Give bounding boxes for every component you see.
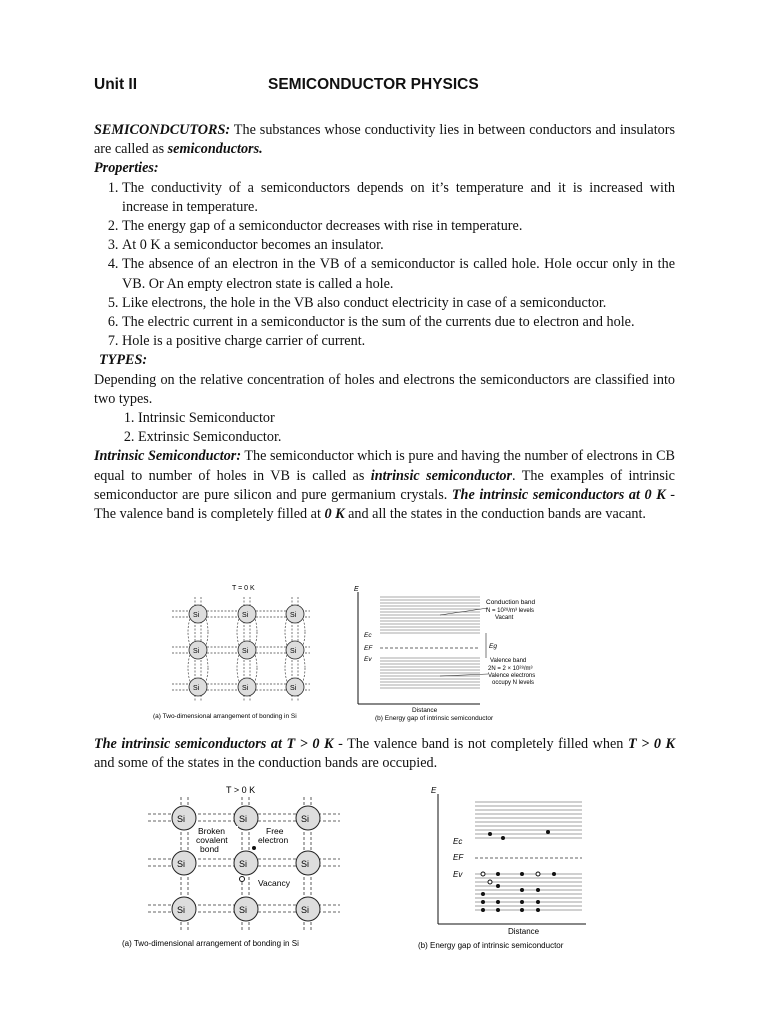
intrinsic-text2: . The examples of intrinsic semiconductor are pure silicon and pure germanium crystals. xyxy=(94,467,675,503)
list-item: 6. The electric current in a semiconductor is the sum of the currents due to electron and hole. xyxy=(122,313,675,332)
types-list xyxy=(94,409,675,447)
list-item: 7. Hole is a positive charge carrier of current. xyxy=(122,332,675,351)
list-item: 5. Like electrons, the hole in the VB also conduct electricity in case of a semiconductor. xyxy=(122,294,675,313)
ec-label: Ec xyxy=(364,632,372,639)
si-atoms xyxy=(172,806,320,921)
list-item: 4. The absence of an electron in the VB of a semiconductor is called hole. Hole occur only in the VB. Or An empty electron state is called a hole. xyxy=(122,255,675,293)
tgt0-bold: T > 0 K xyxy=(627,736,675,752)
ef-label: EF xyxy=(453,853,464,862)
vacancy-label: Vacancy xyxy=(258,878,290,888)
si-atom-label: Si xyxy=(242,648,249,655)
figure-zero-k-svg xyxy=(150,582,536,724)
free-electron-label: electron xyxy=(258,835,289,845)
vb-electrons-label: Valence electrons xyxy=(488,673,536,679)
si-atom-label: Si xyxy=(301,905,310,915)
zero-k-text: - The valence band is completely filled at xyxy=(94,486,675,523)
properties-heading: Properties: xyxy=(94,160,159,177)
si-atom-label: Si xyxy=(290,685,297,692)
broken-bond-label: Broken xyxy=(198,826,225,836)
intro-text: The substances whose conductivity lies in between conductors and insulators are called as xyxy=(94,122,675,158)
vb-count-label: 2N = 2 × 10²⁸/m³ xyxy=(488,666,533,672)
ev-label: Ev xyxy=(364,656,372,663)
si-atom-label: Si xyxy=(177,814,186,824)
free-electron-dot xyxy=(252,846,256,850)
properties-list xyxy=(94,179,675,352)
vacancy-dot xyxy=(240,877,245,882)
si-atom-label: Si xyxy=(239,859,248,869)
free-electron-label: Free xyxy=(266,826,284,836)
intrinsic-term2: intrinsic semiconductor xyxy=(370,467,513,484)
si-atom-label: Si xyxy=(177,905,186,915)
tgt0-paragraph xyxy=(94,735,675,773)
si-atom-label: Si xyxy=(239,905,248,915)
energy-axis-label: E xyxy=(431,786,437,795)
cb-levels-label: N = 10²⁸/m³ levels xyxy=(486,608,535,614)
fig2-temp-label: T > 0 K xyxy=(226,785,256,795)
intrinsic-text: The semiconductor which is pure and having the number of electrons in CB equal to number of holes in VB is called as xyxy=(94,448,675,484)
types-paragraph: Depending on the relative concentration of holes and electrons the semiconductors are classified into two types. xyxy=(94,371,675,407)
valence-band-lines xyxy=(475,874,582,910)
list-item: 2. Extrinsic Semiconductor. xyxy=(138,428,675,447)
tgt0-term: The intrinsic semiconductors at T > 0 K xyxy=(94,736,334,752)
si-atom-label: Si xyxy=(177,859,186,869)
list-item: 3. At 0 K a semiconductor becomes an insulator. xyxy=(122,236,675,255)
si-atom-label: Si xyxy=(193,612,200,619)
conduction-electrons xyxy=(488,830,550,840)
list-item: 1. Intrinsic Semiconductor xyxy=(138,409,675,428)
figure-above-zero-k-svg xyxy=(118,782,628,954)
distance-label: Distance xyxy=(508,927,540,936)
si-atom-label: Si xyxy=(290,648,297,655)
zero-k-bold: 0 K xyxy=(324,506,345,523)
zero-k-text2: and all the states in the conduction bands are vacant. xyxy=(344,506,646,523)
intrinsic-term: Intrinsic Semiconductor: xyxy=(94,448,242,465)
si-atom-label: Si xyxy=(290,612,297,619)
si-atom-label: Si xyxy=(301,814,310,824)
si-atom-label: Si xyxy=(242,612,249,619)
vb-levels-label: occupy N levels xyxy=(492,680,535,686)
energy-band-diagram xyxy=(354,586,536,714)
ev-label: Ev xyxy=(453,870,463,879)
si-atoms xyxy=(189,605,304,696)
fig1-caption-a: (a) Two-dimensional arrangement of bonding in Si xyxy=(153,713,297,720)
figure-above-zero-k xyxy=(118,782,628,954)
distance-label: Distance xyxy=(412,707,438,714)
unit-label: Unit II xyxy=(94,76,138,93)
si-atom-label: Si xyxy=(239,814,248,824)
energy-band-diagram xyxy=(431,786,586,936)
si-atom-label: Si xyxy=(242,685,249,692)
conduction-band-lines xyxy=(380,597,480,633)
types-heading: TYPES: xyxy=(99,352,148,369)
broken-bond-label: covalent xyxy=(196,835,228,845)
tgt0-text1: - The valence band is not completely filled when xyxy=(333,736,628,752)
list-item: 2. The energy gap of a semiconductor decreases with rise in temperature. xyxy=(122,217,675,236)
list-item: 1. The conductivity of a semiconductors depends on it’s temperature and it is increased with increase in temperature. xyxy=(122,179,675,217)
ef-label: EF xyxy=(364,645,373,652)
cb-vacant-label: Vacant xyxy=(495,615,514,621)
tgt0-text2: and some of the states in the conduction bands are occupied. xyxy=(94,755,438,772)
page-title: SEMICONDUCTOR PHYSICS xyxy=(268,76,479,93)
fig2-caption-b: (b) Energy gap of intrinsic semiconductor xyxy=(418,941,564,950)
intro-term: SEMICONDCUTORS: xyxy=(94,122,231,138)
broken-bond-label: bond xyxy=(200,844,219,854)
intro-term2: semiconductors. xyxy=(167,141,263,158)
zero-k-term: The intrinsic semiconductors at 0 K xyxy=(451,486,666,503)
si-atom-label: Si xyxy=(301,859,310,869)
intro-paragraph xyxy=(94,121,675,159)
energy-axis-label: E xyxy=(354,586,359,593)
vb-label: Valence band xyxy=(490,658,527,664)
si-atom-label: Si xyxy=(193,648,200,655)
si-atom-label: Si xyxy=(193,685,200,692)
fig1-caption-b: (b) Energy gap of intrinsic semiconductor xyxy=(375,715,494,722)
fig2-caption-a: (a) Two-dimensional arrangement of bonding in Si xyxy=(122,939,299,948)
figure-zero-k xyxy=(150,582,536,724)
ec-label: Ec xyxy=(453,837,463,846)
eg-label: Eg xyxy=(489,643,497,650)
fig1-temp-label: T = 0 K xyxy=(232,585,255,592)
valence-band-lines xyxy=(380,658,480,688)
intrinsic-paragraph xyxy=(94,447,675,524)
cb-label: Conduction band xyxy=(486,599,536,606)
text-body xyxy=(94,121,675,524)
tgt0-text xyxy=(94,735,675,773)
